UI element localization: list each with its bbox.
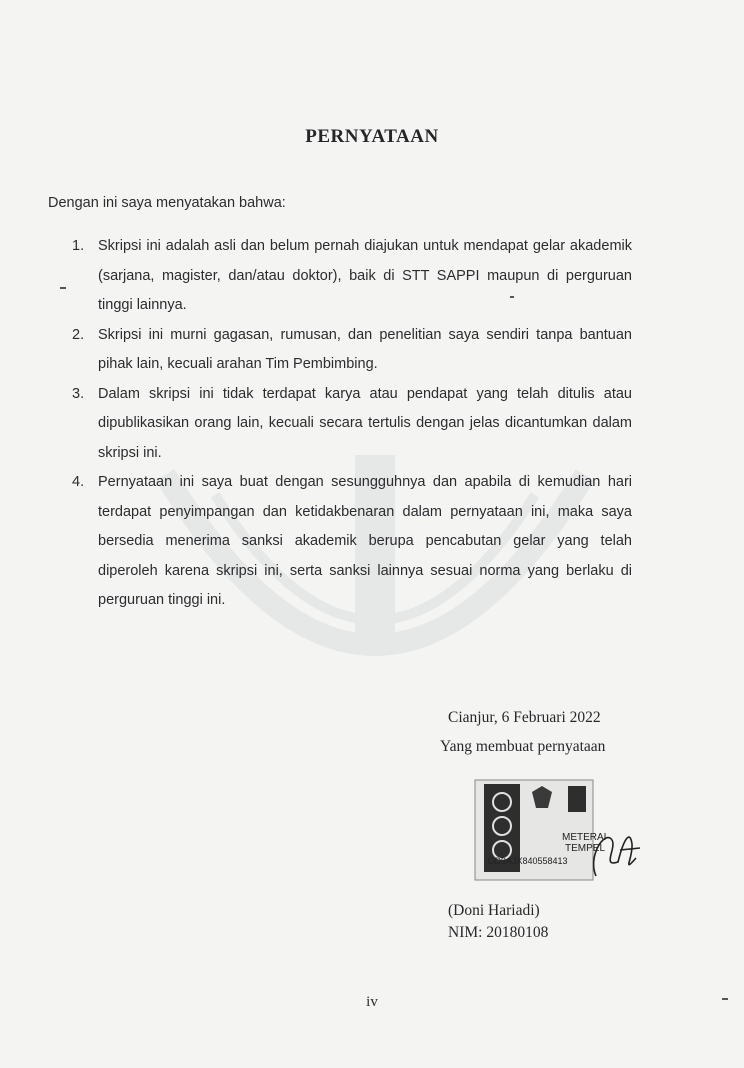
intro-text: Dengan ini saya menyatakan bahwa: <box>48 195 286 211</box>
signature-header <box>440 703 660 761</box>
item-text: Pernyataan ini saya buat dengan sesungguhnya dan apabila di kemudian hari terdapat penyimpangan dan ketidakbenaran dalam pernyataan ini, maka saya bersedia menerima sanksi akademik berupa pencabutan gelar yang telah diperoleh karena skripsi ini, serta sanksi lainnya sesuai norma yang berlaku di perguruan tinggi ini. <box>98 474 632 608</box>
item-number: 4. <box>72 474 85 490</box>
revenue-stamp <box>470 778 645 883</box>
item-text: Skripsi ini murni gagasan, rumusan, dan penelitian saya sendiri tanpa bantuan pihak lain, kecuali arahan Tim Pembimbing. <box>98 326 632 372</box>
item-text: Skripsi ini adalah asli dan belum pernah diajukan untuk mendapat gelar akademik (sarjana, magister, dan/atau doktor), baik di STT SAPPI maupun di perguruan tinggi lainnya. <box>98 238 632 313</box>
signer-nim: NIM: 20180108 <box>448 924 549 941</box>
list-item <box>72 232 632 321</box>
stamp-line1: METERAI <box>562 832 607 843</box>
stamp-line2: TEMPEL <box>565 843 606 854</box>
maker-label: Yang membuat pernyataan <box>440 738 606 755</box>
list-item <box>72 468 632 616</box>
page-number: iv <box>366 994 378 1010</box>
item-number: 3. <box>72 385 85 402</box>
list-item <box>72 380 632 469</box>
item-number: 2. <box>72 326 85 343</box>
scan-speck <box>60 287 66 289</box>
list-item <box>72 321 632 380</box>
item-number: 1. <box>72 238 85 254</box>
page-title: PERNYATAAN <box>305 126 439 147</box>
item-text: Dalam skripsi ini tidak terdapat karya atau pendapat yang telah ditulis atau dipublikasikan orang lain, kecuali secara tertulis dengan jelas dicantumkan dalam skripsi ini. <box>98 385 632 461</box>
place-date: Cianjur, 6 Februari 2022 <box>448 709 601 726</box>
stamp-serial: DD9AJX840558413 <box>488 856 568 866</box>
signer-name: (Doni Hariadi) <box>448 902 540 919</box>
scan-speck <box>510 296 514 298</box>
signer-block <box>448 900 548 944</box>
scan-speck <box>722 998 728 1000</box>
signature-icon <box>594 837 640 876</box>
statement-list <box>72 232 632 616</box>
